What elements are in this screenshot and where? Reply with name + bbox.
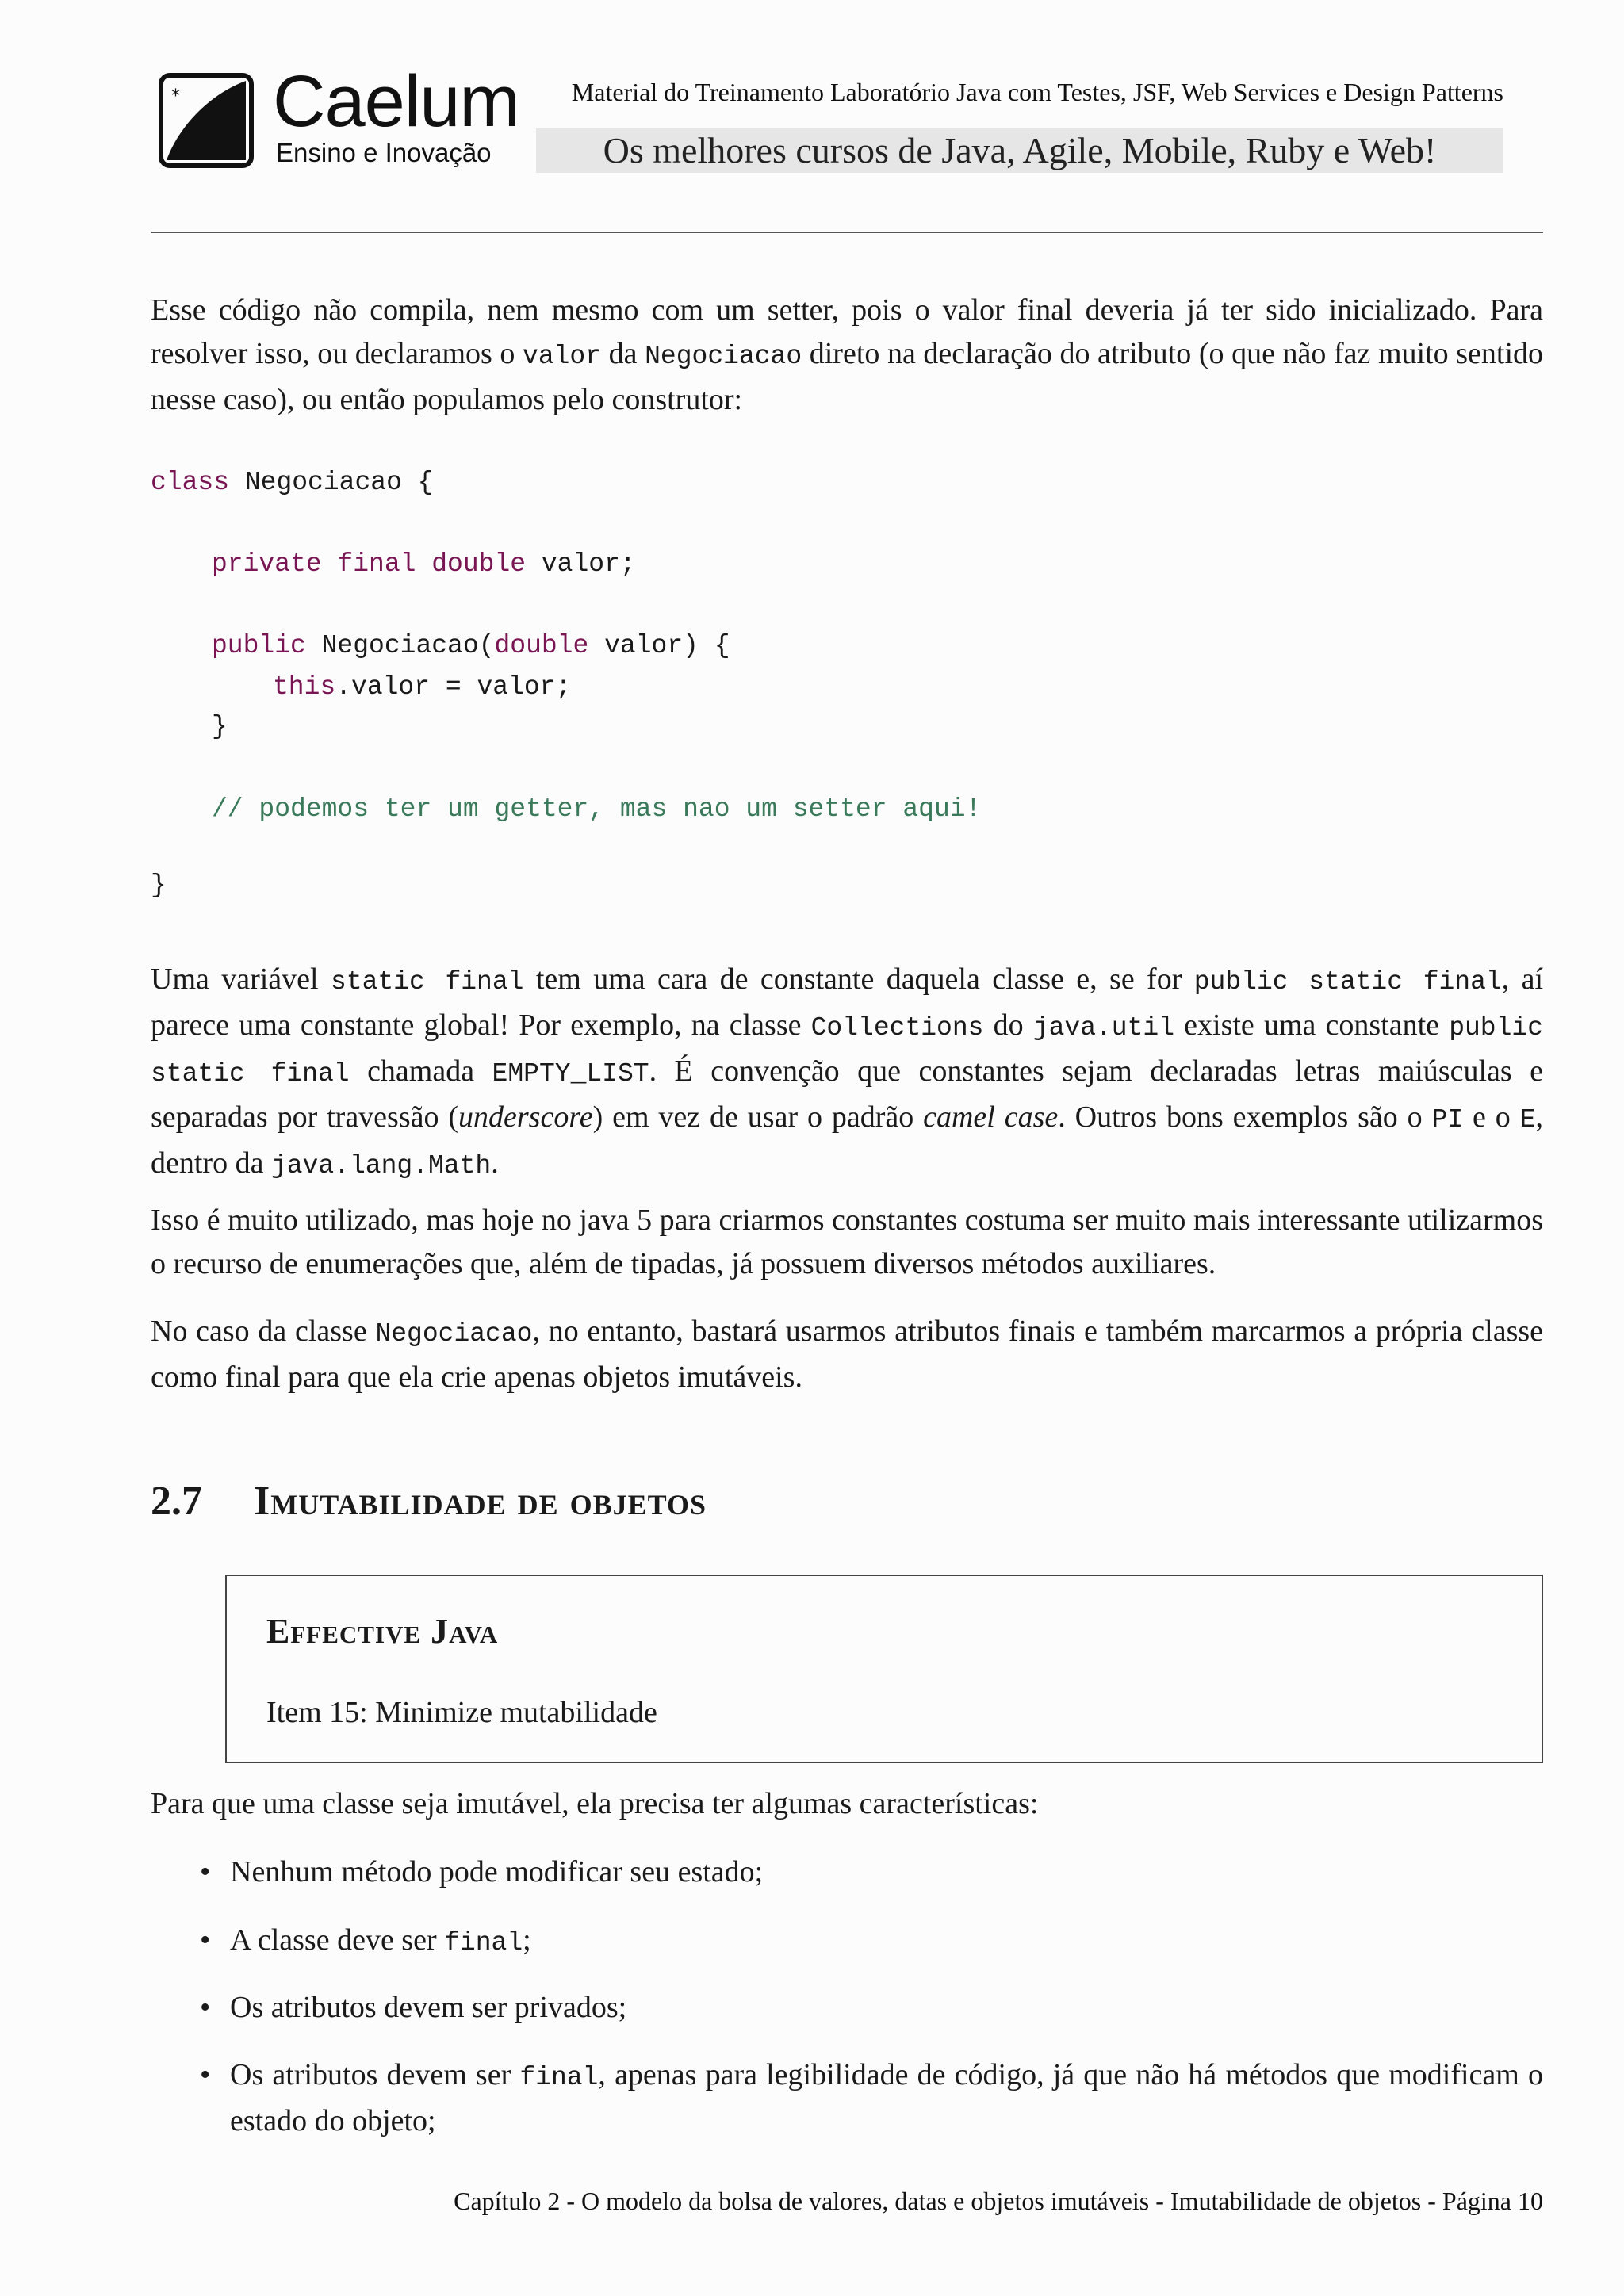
- code-block-end: [151, 872, 991, 904]
- logo-mark-icon: [159, 73, 254, 168]
- text-run: e o: [1463, 1100, 1520, 1134]
- code-text: Negociacao {: [229, 468, 434, 497]
- code-comment: // podemos ter um getter, mas nao um setter aqui!: [212, 794, 982, 824]
- inline-code: Negociacao: [645, 342, 802, 371]
- code-line: }: [212, 712, 228, 741]
- list-item-text: , apenas para legibilidade de código, já que não há métodos que modificam o estado do objeto;: [230, 2058, 1543, 2137]
- code-text: .valor = valor;: [335, 672, 572, 702]
- text-run: . Outros bons exemplos são o: [1058, 1100, 1432, 1134]
- list-item-text: ;: [523, 1923, 531, 1957]
- list-item: [200, 1919, 1543, 1965]
- logo-name: Caelum: [273, 61, 520, 142]
- course-title: Material do Treinamento Laboratório Java com Testes, JSF, Web Services e Design Patterns: [571, 78, 1503, 106]
- inline-code: valor: [523, 342, 602, 371]
- svg-text:*: *: [171, 86, 180, 106]
- inline-code: final: [519, 2063, 599, 2092]
- text-run: , dentro da: [151, 1100, 1543, 1180]
- code-line: }: [151, 871, 167, 900]
- inline-code: Negociacao: [375, 1319, 533, 1349]
- text-run: , no entanto, bastará usarmos atributos finais e também marcarmos a própria classe como final para que ela crie apenas objetos imutáveis.: [151, 1314, 1544, 1394]
- inline-code: java.lang.Math: [270, 1151, 492, 1181]
- code-text: valor) {: [588, 631, 730, 660]
- paragraph-enums: Isso é muito utilizado, mas hoje no java 5 para criarmos constantes costuma ser muito mais interessante utilizarmos o recurso de enumerações que, além de tipadas, já possuem diversos métodos auxiliares.: [151, 1203, 1543, 1280]
- text-run: .: [491, 1146, 499, 1180]
- list-item-text: A classe deve ser: [230, 1923, 445, 1957]
- inline-code: static final: [330, 967, 524, 997]
- bullet-icon: •: [200, 1923, 211, 1957]
- paragraph-static-final: [151, 958, 1543, 1188]
- slogan-text: Os melhores cursos de Java, Agile, Mobile, Ruby e Web!: [603, 130, 1437, 170]
- inline-code: java.util: [1032, 1013, 1175, 1043]
- code-block: [151, 460, 991, 832]
- code-line: [212, 551, 636, 577]
- bullet-icon: •: [200, 1855, 211, 1888]
- list-item-text: Nenhum método pode modificar seu estado;: [230, 1855, 764, 1888]
- code-line: [273, 674, 571, 700]
- box-text: Item 15: Minimize mutabilidade: [266, 1696, 657, 1729]
- list-item: [200, 2053, 1543, 2143]
- text-run: tem uma cara de constante daquela classe e, se for: [523, 962, 1194, 996]
- text-run: , aí parece uma constante global! Por exemplo, na classe: [151, 962, 1544, 1042]
- code-line: [212, 633, 730, 659]
- text-run: Esse código não compila, nem mesmo com um setter, pois o valor final deveria já ter sido inicializado. Para resolver isso, ou declaramos o: [151, 293, 1543, 370]
- text-run: . É convenção que constantes sejam declaradas letras maiúsculas e separadas por travessão (: [151, 1054, 1543, 1134]
- text-run: chamada: [349, 1054, 492, 1088]
- paragraph-negociacao: [151, 1310, 1543, 1399]
- emphasis: camel case: [923, 1100, 1059, 1134]
- text-run: existe uma constante: [1174, 1008, 1450, 1042]
- header-divider: [151, 232, 1543, 233]
- effective-java-box: [225, 1575, 1543, 1763]
- code-keyword: double: [494, 631, 589, 660]
- code-keyword: public: [212, 631, 306, 660]
- page-footer: Capítulo 2 - O modelo da bolsa de valores, datas e objetos imutáveis - Imutabilidade de objetos - Página 10: [454, 2187, 1543, 2215]
- section-title: Imutabilidade de objetos: [254, 1479, 707, 1524]
- section-heading: [151, 1481, 707, 1522]
- list-item-text: Os atributos devem ser privados;: [230, 1991, 627, 2024]
- section-number: 2.7: [151, 1479, 202, 1524]
- text-run: direto na declaração do atributo (o que não faz muito sentido nesse caso), ou então populamos pelo construtor:: [151, 337, 1543, 416]
- text-run: Uma variável: [151, 962, 331, 996]
- bullet-icon: •: [200, 2058, 211, 2091]
- list-item: [200, 1850, 1543, 1894]
- code-text: valor;: [526, 549, 636, 579]
- list-item-text: Os atributos devem ser: [230, 2058, 520, 2091]
- text-run: da: [601, 337, 645, 370]
- inline-code: PI: [1431, 1105, 1464, 1135]
- inline-code: final: [444, 1928, 523, 1957]
- text-run: No caso da classe: [151, 1314, 376, 1348]
- inline-code: public static final: [151, 1013, 1544, 1089]
- text-run: ) em vez de usar o padrão: [592, 1100, 924, 1134]
- paragraph-characteristics: Para que uma classe seja imutável, ela precisa ter algumas características:: [151, 1787, 1039, 1820]
- logo-tagline: Ensino e Inovação: [276, 138, 492, 167]
- paragraph-intro: [151, 289, 1543, 422]
- text-run: do: [983, 1008, 1033, 1042]
- code-keyword: class: [151, 468, 230, 497]
- bullet-icon: •: [200, 1991, 211, 2024]
- slogan-bar: [536, 128, 1503, 173]
- code-keyword: this: [273, 672, 336, 702]
- emphasis: underscore: [458, 1100, 593, 1134]
- inline-code: EMPTY_LIST: [492, 1059, 649, 1089]
- box-title: Effective Java: [266, 1612, 499, 1651]
- list-item: [200, 1986, 1543, 2030]
- inline-code: E: [1519, 1105, 1536, 1135]
- code-keyword: private final double: [212, 549, 527, 579]
- code-text: Negociacao(: [305, 631, 495, 660]
- inline-code: public static final: [1193, 967, 1502, 997]
- code-line: [151, 469, 433, 496]
- inline-code: Collections: [810, 1013, 984, 1043]
- caelum-logo: [155, 61, 520, 178]
